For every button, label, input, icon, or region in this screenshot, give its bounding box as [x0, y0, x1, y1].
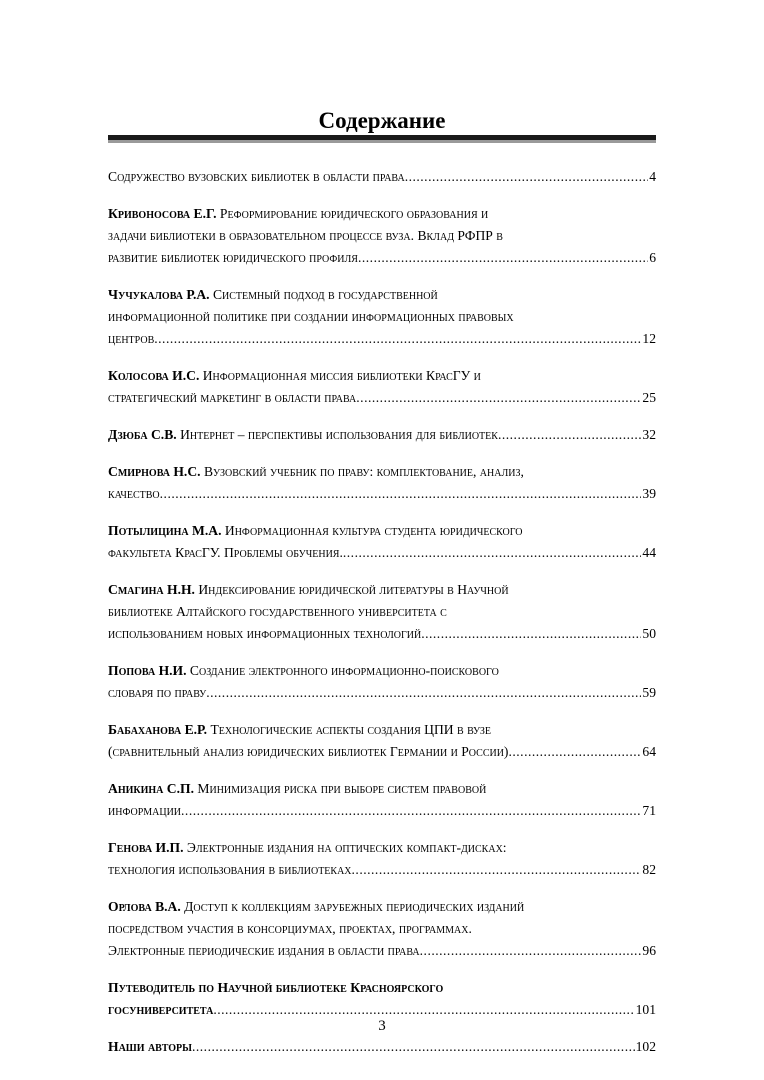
toc-entry-title: Системный подход в государственной: [209, 287, 438, 302]
toc-entry-author: Генова И.П.: [108, 840, 184, 855]
toc-page-number: 6: [649, 250, 656, 265]
toc-entry-author: Смирнова Н.С.: [108, 464, 201, 479]
toc-entry: [108, 1036, 656, 1058]
toc-entry-title: стратегический маркетинг в области права: [108, 390, 357, 405]
toc-entry-title: госуниверситета: [108, 1002, 214, 1017]
toc-entry-line: [108, 365, 656, 387]
toc-entry-author: Колосова И.С.: [108, 368, 200, 383]
toc-entry-line: [108, 284, 656, 306]
toc-entry-text: [108, 483, 160, 505]
toc-entry-title: Путеводитель по Научной библиотеке Красноярского: [108, 980, 444, 995]
toc-entry-title: задачи библиотеки в образовательном процессе вуза. Вклад РФПР в: [108, 228, 503, 243]
toc-entry-title: качество: [108, 486, 160, 501]
toc-entry-line: [108, 837, 656, 859]
toc-page-number: 4: [649, 169, 656, 184]
toc-entry-text: [108, 859, 352, 881]
toc-entry-line: [108, 328, 656, 350]
toc-entry-line: [108, 940, 656, 962]
toc-entry-author: Орлова В.А.: [108, 899, 181, 914]
toc-entry-line: [108, 601, 656, 623]
toc-entry-line: [108, 225, 656, 247]
toc-entry-title: Наши авторы: [108, 1039, 192, 1054]
toc-entry: [108, 424, 656, 446]
toc-entry-text: [108, 682, 206, 704]
toc-entry-author: Чучукалова Р.А.: [108, 287, 210, 302]
toc-entry-text: [108, 387, 356, 409]
toc-entry: [108, 203, 656, 269]
toc-entry-author: Потылицина М.А.: [108, 523, 222, 538]
toc-entry-author: Аникина С.П.: [108, 781, 194, 796]
toc-entry: [108, 284, 656, 350]
toc-entry-title: Информационная миссия библиотеки КрасГУ и: [199, 368, 481, 383]
toc-entry: [108, 166, 656, 188]
dot-leader: [356, 387, 641, 409]
dot-leader: [498, 424, 641, 446]
toc-entry-title: Вузовский учебник по праву: комплектование, анализ,: [200, 464, 524, 479]
toc-entry-title: технология использования в библиотеках: [108, 862, 352, 877]
toc-page-number: 102: [635, 1039, 656, 1054]
toc-page-number: 59: [642, 685, 656, 700]
toc-entry-text: [108, 424, 498, 446]
toc-entry-text: [108, 604, 447, 619]
title-rule-shadow: [108, 140, 656, 143]
toc-entry: [108, 896, 656, 962]
toc-entry-text: [108, 206, 488, 221]
toc-entry-line: [108, 977, 656, 999]
toc-entry-line: [108, 1036, 656, 1058]
toc-entry-title: Содружество вузовских библиотек в области права: [108, 169, 405, 184]
toc-entry-text: [108, 980, 443, 995]
toc-entry: [108, 365, 656, 409]
toc-entry: [108, 837, 656, 881]
toc-entry-text: [108, 287, 438, 302]
toc-entry-text: [108, 523, 523, 538]
toc-entry-title: посредством участия в консорциумах, проектах, программах.: [108, 921, 472, 936]
toc-page-number: 32: [642, 427, 656, 442]
dot-leader: [206, 682, 641, 704]
toc-entry-line: [108, 166, 656, 188]
toc-entry-title: Реформирование юридического образования и: [216, 206, 489, 221]
toc-entry-text: [108, 800, 181, 822]
toc-entry-line: [108, 682, 656, 704]
toc-entry-text: [108, 582, 509, 597]
dot-leader: [508, 741, 641, 763]
toc-entry: [108, 579, 656, 645]
toc-entry-title: информационной политике при создании информационных правовых: [108, 309, 514, 324]
dot-leader: [160, 483, 642, 505]
toc-entry-title: Индексирование юридической литературы в Научной: [194, 582, 509, 597]
toc-entry-title: использованием новых информационных технологий: [108, 626, 422, 641]
toc-entry-line: [108, 719, 656, 741]
toc-entry-line: [108, 424, 656, 446]
toc-entry-line: [108, 859, 656, 881]
toc-entry-line: [108, 579, 656, 601]
toc-page-number: 44: [642, 545, 656, 560]
toc-entry-title: Создание электронного информационно-поискового: [186, 663, 499, 678]
dot-leader: [181, 800, 641, 822]
toc-entry-title: Электронные периодические издания в области права: [108, 943, 420, 958]
toc-page-number: 96: [642, 943, 656, 958]
toc-entry-text: [108, 247, 358, 269]
toc-entry-text: [108, 840, 507, 855]
toc-entry-line: [108, 306, 656, 328]
toc-entry-line: [108, 203, 656, 225]
toc-entry-author: Смагина Н.Н.: [108, 582, 195, 597]
toc-entry-line: [108, 247, 656, 269]
toc-entry-line: [108, 918, 656, 940]
toc-page-number: 39: [642, 486, 656, 501]
toc-page-number: 25: [642, 390, 656, 405]
table-of-contents: [108, 166, 656, 1073]
toc-entry-line: [108, 778, 656, 800]
toc-entry-text: [108, 368, 481, 383]
dot-leader: [420, 940, 642, 962]
toc-entry: [108, 977, 656, 1021]
toc-entry: [108, 660, 656, 704]
toc-entry: [108, 461, 656, 505]
dot-leader: [421, 623, 641, 645]
toc-entry-line: [108, 520, 656, 542]
dot-leader: [192, 1036, 635, 1058]
toc-entry-author: Дзюба С.В.: [108, 427, 177, 442]
toc-entry-text: [108, 464, 524, 479]
toc-entry-line: [108, 387, 656, 409]
page-number: 3: [378, 1018, 386, 1034]
toc-entry-line: [108, 741, 656, 763]
toc-entry-text: [108, 722, 491, 737]
toc-entry-text: [108, 1036, 192, 1058]
toc-page-number: 101: [635, 1002, 656, 1017]
toc-entry-title: развитие библиотек юридического профиля: [108, 250, 358, 265]
toc-page-number: 50: [642, 626, 656, 641]
toc-entry-title: Электронные издания на оптических компакт-дисках:: [183, 840, 507, 855]
toc-entry-text: [108, 228, 503, 243]
toc-entry-text: [108, 781, 486, 796]
toc-entry: [108, 520, 656, 564]
toc-entry-text: [108, 899, 524, 914]
toc-entry-text: [108, 623, 421, 645]
dot-leader: [352, 859, 642, 881]
toc-entry-author: Кривоносова Е.Г.: [108, 206, 217, 221]
toc-entry-title: Доступ к коллекциям зарубежных периодических изданий: [180, 899, 525, 914]
toc-entry-title: Интернет – перспективы использования для библиотек: [176, 427, 498, 442]
toc-entry-line: [108, 483, 656, 505]
toc-entry-text: [108, 921, 472, 936]
dot-leader: [343, 542, 642, 564]
toc-page-number: 82: [642, 862, 656, 877]
toc-entry-line: [108, 660, 656, 682]
toc-entry-line: [108, 542, 656, 564]
toc-entry-line: [108, 800, 656, 822]
toc-entry-text: [108, 663, 499, 678]
toc-entry: [108, 778, 656, 822]
toc-entry-title: Минимизация риска при выборе систем правовой: [194, 781, 487, 796]
toc-entry-text: [108, 741, 508, 763]
toc-entry-author: Бабаханова Е.Р.: [108, 722, 208, 737]
toc-entry-title: Информационная культура студента юридического: [221, 523, 523, 538]
toc-entry-text: [108, 542, 343, 564]
toc-entry-text: [108, 940, 420, 962]
toc-page-number: 64: [642, 744, 656, 759]
toc-entry-text: [108, 309, 514, 324]
page-title: Содержание: [318, 108, 446, 133]
toc-entry-line: [108, 461, 656, 483]
dot-leader: [405, 166, 649, 188]
toc-entry-title: факультета КрасГУ. Проблемы обучения.: [108, 545, 343, 560]
dot-leader: [358, 247, 648, 269]
dot-leader: [154, 328, 641, 350]
toc-entry-text: [108, 166, 405, 188]
toc-page-number: 12: [642, 331, 656, 346]
toc-entry-line: [108, 623, 656, 645]
toc-entry-text: [108, 328, 154, 350]
toc-entry-line: [108, 896, 656, 918]
toc-entry: [108, 719, 656, 763]
toc-page-number: 71: [642, 803, 656, 818]
toc-entry-author: Попова Н.И.: [108, 663, 187, 678]
toc-entry-title: центров: [108, 331, 155, 346]
toc-entry-title: словаря по праву: [108, 685, 207, 700]
toc-entry-title: Технологические аспекты создания ЦПИ в вузе: [207, 722, 492, 737]
toc-entry-title: (сравнительный анализ юридических библиотек Германии и России): [108, 744, 509, 759]
toc-entry-title: информации: [108, 803, 182, 818]
toc-entry-title: библиотеке Алтайского государственного университета с: [108, 604, 447, 619]
